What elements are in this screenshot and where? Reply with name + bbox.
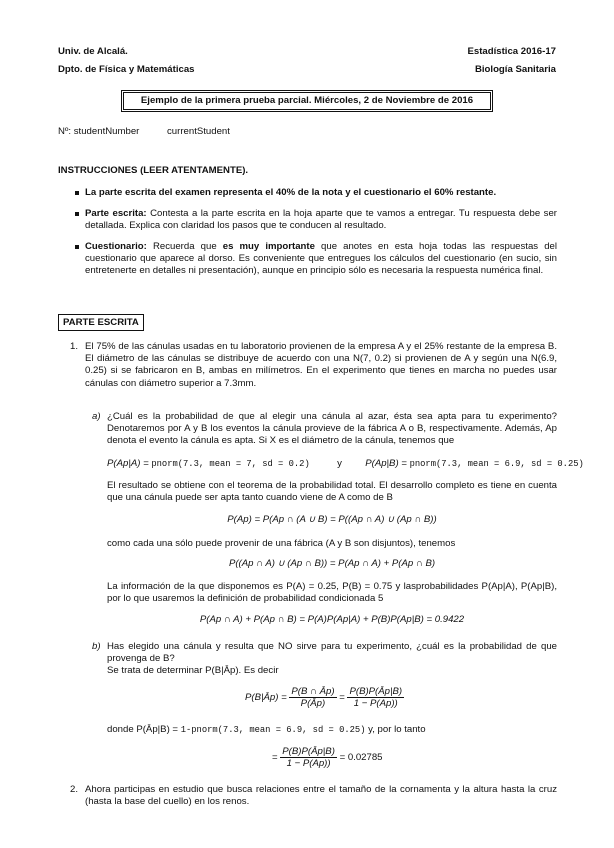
eq-right: P(Ap|B) = [365,458,407,469]
equals-sign: = [339,692,345,704]
instruction-item: La parte escrita del examen representa el 40% de la nota y el cuestionario el 60% restante. [85,187,497,198]
problem-2-text: Ahora participas en estudio que busca relaciones entre el tamaño de la cornamenta y la altura hasta la cruz (hasta la base del cuello) en los renos. [85,784,557,808]
instruction-item [85,208,557,232]
equation: P(Ap ∩ A) + P(Ap ∩ B) = P(A)P(Ap|A) + P(B)P(Ap|B) = 0.9422 [199,614,465,625]
fraction-numerator: P(B)P(Āp|B) [282,746,335,757]
student-number: Nº: studentNumber [58,126,140,137]
bullet-icon [75,245,79,249]
header-university: Univ. de Alcalá. [58,46,128,57]
fraction-equation [272,746,383,769]
subproblem-a-text: La información de la que disponemos es P(A) = 0.25, P(B) = 0.75 y lasprobabilidades P(Ap|A), P(Ap|B), por lo que usaremos la definición de probabilidad condicionada 5 [107,581,557,605]
subproblem-label: a) [92,411,101,422]
fraction [280,746,337,769]
problem-number: 1. [70,341,79,352]
problem-1-text: El 75% de las cánulas usadas en tu laboratorio provienen de la empresa A y el 25% restante de la empresa B. El diámetro de las cánulas se distribuye de acuerdo con una N(7, 0.2) si provienen de A y según una N(6.9, 0.25) si se fabricaron en B, ambas en milímetros. En el experimento que tienes en marcha no puedes usar cánulas con diámetro superior a 7.3mm. [85,341,557,389]
instruction-item [85,241,557,278]
fraction [289,686,336,709]
equation: P((Ap ∩ A) ∪ (Ap ∩ B)) = P(Ap ∩ A) + P(Ap ∩ B) [228,558,436,569]
instructions-heading: INSTRUCCIONES (LEER ATENTAMENTE). [58,165,249,176]
text-segment: donde P(Āp|B) = [107,724,179,735]
fraction-numerator: P(B)P(Āp|B) [349,686,403,697]
eq-conjunction: y [337,458,342,469]
eq-code: 1-pnorm(7.3, mean = 6.9, sd = 0.25) [180,725,366,735]
instruction-text: que anotes en esta hoja todas las respuestas del cuestionario que aparece al dorso. Es conveniente que entregues los cálculos del cuestionario (en sucio, sin entretenerte en detalles ni presentación), aunque en principio sólo es necesaria la respuesta numérica final. [85,241,558,277]
equation: P(Ap) = P(Ap ∩ (A ∪ B) = P((Ap ∩ A) ∪ (Ap ∩ B)) [227,514,437,525]
header-subject: Biología Sanitaria [474,64,556,75]
subproblem-a-text: El resultado se obtiene con el teorema de la probabilidad total. El desarrollo completo es tiene en cuenta que una cánula puede ser apta tanto cuando viene de A como de B [107,480,557,504]
eq-code: pnorm(7.3, mean = 6.9, sd = 0.25) [409,459,584,469]
fraction-denominator: P(Āp) [300,698,326,709]
fraction-denominator: 1 − P(Ap)) [353,698,398,709]
fraction-numerator: P(B ∩ Āp) [291,686,335,697]
fraction-equation [245,686,404,709]
bullet-icon [75,191,79,195]
subproblem-a-text: ¿Cuál es la probabilidad de que al elegir una cánula al azar, ésta sea apta para tu experimento? Denotaremos por A y B los eventos la cánula provieve de la fábrica A o B, respectivamente. Además, Ap denota el evento la cánula es apta. Si X es el diámetro de la cánula, tenemos que [107,411,557,447]
instruction-text: Recuerda que [152,241,217,252]
subproblem-label: b) [92,641,101,652]
eq-lhs: P(B|Āp) = [245,692,287,704]
subproblem-b-text: Se trata de determinar P(B|Āp). Es decir [107,665,279,676]
eq-code: pnorm(7.3, mean = 7, sd = 0.2) [151,459,310,469]
instruction-text: Contesta a la parte escrita en la hoja aparte que te vamos a entregar. Tu respuesta debe ser detallada. Explica con claridad los pasos que te conducen al resultado. [85,208,557,232]
fraction-denominator: 1 − P(Ap)) [286,758,331,769]
bullet-icon [75,212,79,216]
eq-left: P(Ap|A) = [107,458,149,469]
eq-result: = 0.02785 [339,752,383,764]
instruction-lead: Cuestionario: [85,241,147,252]
header-course: Estadística 2016-17 [467,46,556,57]
student-name: currentStudent [167,126,230,137]
section-heading: PARTE ESCRITA [58,314,144,331]
header-department: Dpto. de Física y Matemáticas [58,64,195,75]
problem-number: 2. [70,784,79,795]
exam-title: Ejemplo de la primera prueba parcial. Miércoles, 2 de Noviembre de 2016 [121,90,493,112]
instruction-emphasis: es muy importante [222,241,315,252]
equation [107,458,584,470]
instruction-lead: Parte escrita: [85,208,147,219]
text-segment: y, por lo tanto [368,724,426,735]
subproblem-b-text: Has elegido una cánula y resulta que NO sirve para tu experimento, ¿cuál es la probabilidad de que provenga de B? [107,641,557,665]
equals-sign: = [272,752,278,764]
subproblem-a-text: como cada una sólo puede provenir de una fábrica (A y B son disjuntos), tenemos [107,538,456,549]
subproblem-b-text [107,724,426,736]
fraction [347,686,404,709]
